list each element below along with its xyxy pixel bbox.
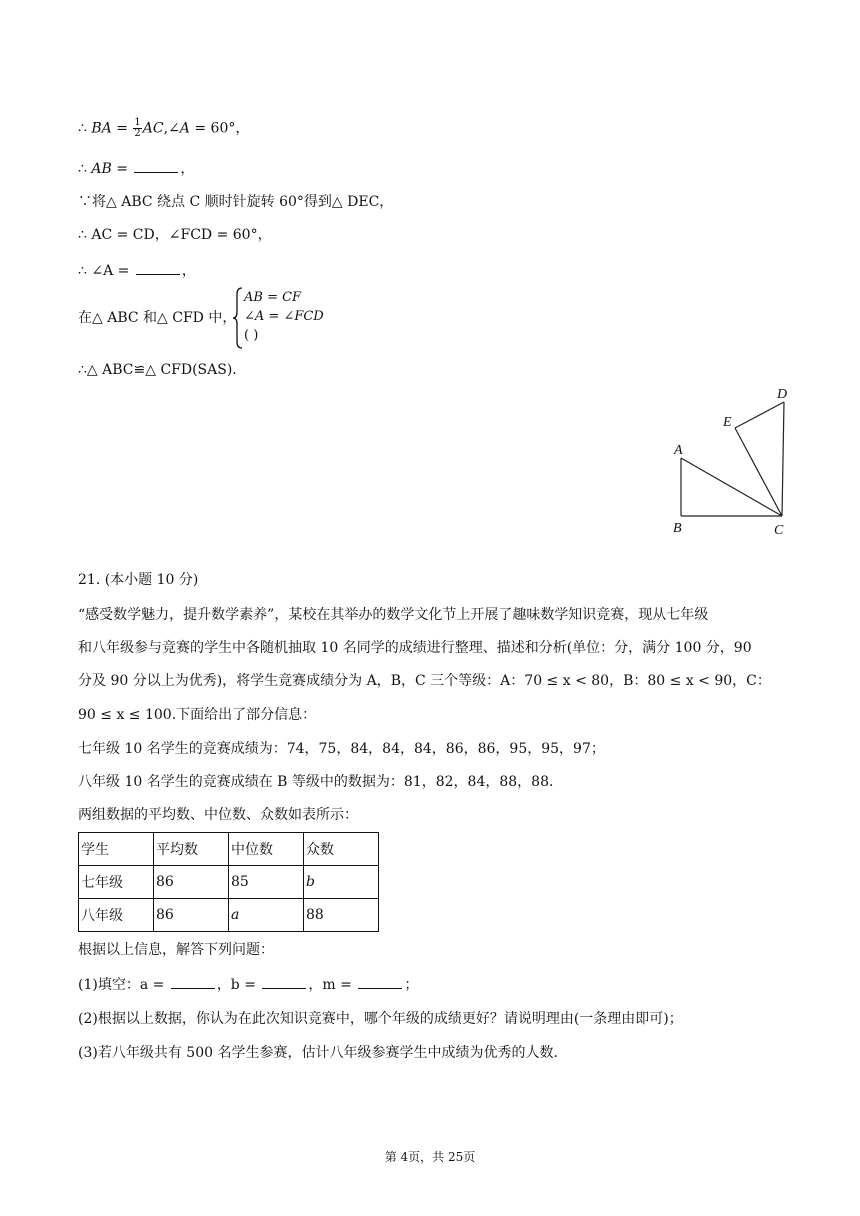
left-brace-icon — [232, 287, 244, 349]
proof-line-4: ∴ AC = CD，∠FCD = 60°， — [78, 227, 272, 243]
segment-ed — [735, 402, 784, 428]
comma: ， — [180, 161, 195, 177]
equals: = — [111, 120, 133, 137]
proof-line-6: 在△ ABC 和△ CFD 中， — [78, 310, 237, 326]
sub-question-2: (2)根据以上数据，你认为在此次知识竞赛中，哪个年级的成绩更好？请说明理由(一条理由即可)； — [78, 1011, 683, 1027]
table-cell: 七年级 — [79, 866, 154, 899]
angle-a-prefix: ∴ ∠A = — [78, 263, 134, 279]
label-a: A — [674, 443, 683, 458]
statistics-table — [78, 832, 379, 932]
label-b: B — [673, 521, 682, 536]
table-cell: 88 — [304, 899, 379, 932]
table-row — [79, 899, 379, 932]
label-d: D — [777, 387, 788, 402]
comma: , — [163, 120, 169, 137]
system-row-3-blank[interactable]: ( ) — [244, 328, 259, 343]
table-cell: 86 — [154, 899, 229, 932]
question-text-3: 分及 90 分以上为优秀)，将学生竞赛成绩分为 A，B，C 三个等级：A：70 ≤ x < 80，B：80 ≤ x < 90，C： — [78, 673, 771, 689]
answer-blank-m[interactable] — [358, 974, 402, 989]
answer-blank-angle[interactable] — [136, 260, 180, 275]
system-row-1: AB = CF — [244, 290, 302, 305]
table-cell: 八年级 — [79, 899, 154, 932]
proof-line-5 — [78, 260, 196, 281]
fill-label-a: (1)填空：a = — [78, 977, 169, 993]
table-row — [79, 866, 379, 899]
instructions: 根据以上信息，解答下列问题： — [78, 942, 274, 958]
question-text-2: 和八年级参与竞赛的学生中各随机抽取 10 名同学的成绩进行整理、描述和分析(单位：分，满分 100 分，90 — [78, 640, 752, 656]
table-cell: 86 — [154, 866, 229, 899]
proof-line-3: ∵将△ ABC 绕点 C 顺时针旋转 60°得到△ DEC， — [78, 194, 394, 210]
label-c: C — [774, 523, 784, 538]
semicolon: ； — [404, 977, 419, 993]
table-cell: a — [229, 899, 304, 932]
sub-question-3: (3)若八年级共有 500 名学生参赛，估计八年级参赛学生中成绩为优秀的人数. — [78, 1045, 558, 1061]
system-row-2: ∠A = ∠FCD — [244, 309, 324, 324]
page-number: 第 4页，共 25页 — [384, 1150, 476, 1164]
fill-label-m: ，m = — [308, 977, 357, 993]
question-text-4: 90 ≤ x ≤ 100.下面给出了部分信息： — [78, 707, 317, 723]
grade7-scores: 七年级 10 名学生的竞赛成绩为：74，75，84，84，84，86，86，95，95，97； — [78, 741, 605, 757]
equation-system — [232, 287, 352, 349]
fill-label-b: ，b = — [216, 977, 261, 993]
angle-value: = 60°， — [189, 120, 250, 137]
angle-a: ∠A — [168, 120, 190, 137]
math-ba: BA — [91, 120, 112, 137]
proof-line-2 — [78, 158, 194, 179]
geometry-figure — [668, 382, 828, 542]
answer-blank-b[interactable] — [262, 974, 306, 989]
comma: ， — [181, 263, 196, 279]
question-text-1: “感受数学魅力，提升数学素养”，某校在其举办的数学文化节上开展了趣味数学知识竞赛，现从七年级 — [78, 607, 709, 623]
fraction-half — [133, 118, 141, 139]
table-cell: b — [304, 866, 379, 899]
table-header-row — [79, 833, 379, 866]
header-cell: 平均数 — [154, 833, 229, 866]
answer-blank-a[interactable] — [171, 974, 215, 989]
table-cell: 85 — [229, 866, 304, 899]
math-ac: AC — [142, 120, 164, 137]
equals: = — [111, 161, 133, 177]
header-cell: 众数 — [304, 833, 379, 866]
therefore-symbol: ∴ — [78, 161, 92, 177]
sub-question-1 — [78, 974, 418, 995]
numerator: 1 — [134, 117, 141, 128]
header-cell: 学生 — [79, 833, 154, 866]
header-cell: 中位数 — [229, 833, 304, 866]
label-e: E — [723, 415, 732, 430]
answer-blank-ab[interactable] — [134, 158, 178, 173]
segment-dc — [782, 402, 784, 516]
therefore-symbol: ∴ — [78, 120, 92, 137]
math-ab: AB — [91, 161, 112, 177]
table-caption: 两组数据的平均数、中位数、众数如表所示： — [78, 807, 358, 823]
grade8-scores: 八年级 10 名学生的竞赛成绩在 B 等级中的数据为：81，82，84，88，88. — [78, 774, 554, 790]
question-heading: 21. (本小题 10 分) — [78, 572, 199, 588]
proof-line-1 — [78, 118, 249, 139]
denominator: 2 — [134, 128, 141, 139]
proof-conclusion: ∴△ ABC≌△ CFD(SAS). — [78, 362, 237, 378]
